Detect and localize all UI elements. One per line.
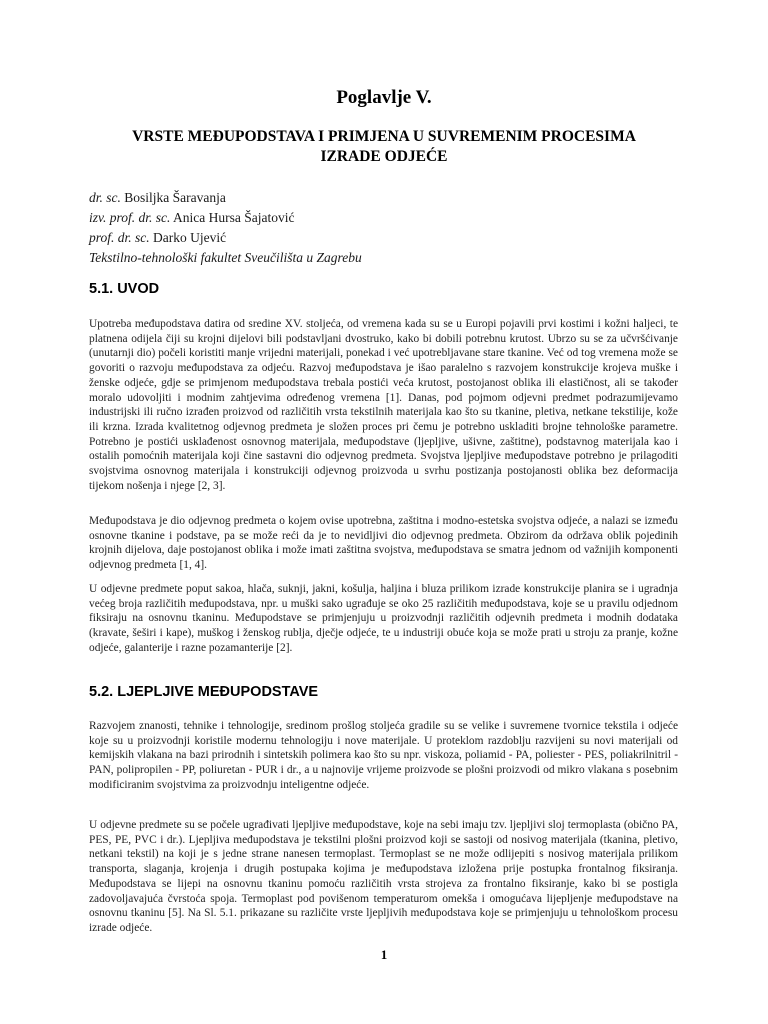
section-heading-ljepljive: 5.2. LJEPLJIVE MEĐUPODSTAVE (89, 684, 319, 700)
author-name: Bosiljka Šaravanja (124, 190, 226, 205)
author-line (89, 228, 362, 248)
paragraph: U odjevne predmete poput sakoa, hlača, suknji, jakni, košulja, haljina i bluza prilikom izrade konstrukcije planira se i ugradnja većeg broja različitih međupodstava, npr. u muški sako ugrađuje se oko 25 različitih međupodstava, koje se u pravilu odjednom fiksiraju na osnovnu tkaninu. Međupodstave se primjenjuju u proizvodnji različitih odjevnih predmeta i modnih dodataka (kravate, šeširi i kape), muškog i ženskog rublja, dječje odjeće, te u industriji obuće koja se može prati u stroju za pranje, kožne odjeće, galanterije i razne pozamanterije [2]. (89, 583, 678, 654)
document-title: VRSTE MEĐUPODSTAVA I PRIMJENA U SUVREMENIM PROCESIMA IZRADE ODJEĆE (132, 128, 636, 165)
author-block (89, 188, 362, 268)
paragraph: Međupodstava je dio odjevnog predmeta o kojem ovise upotrebna, zaštitna i modno-estetska svojstva odjeće, a nalazi se između osnovne tkanine i podstave, pa se može reći da je to nevidljivi dio odjevnog predmeta. Obzirom da održava oblik pojedinih krojnih dijelova, daje postojanost oblika i može imati zaštitna svojstva, međupodstava se smatra jednom od važnijih komponenti odjevnog predmeta [1, 4]. (89, 515, 678, 572)
author-name: Darko Ujević (153, 230, 227, 245)
author-line (89, 208, 362, 228)
author-name: Anica Hursa Šajatović (173, 210, 295, 225)
affiliation: Tekstilno-tehnološki fakultet Sveučilišta u Zagrebu (89, 250, 362, 265)
paragraph: U odjevne predmete su se počele ugrađivati ljepljive međupodstave, koje na sebi imaju tzv. ljepljivi sloj termoplasta (obično PA, PES, PE, PVC i dr.). Ljepljiva međupodstava je tekstilni plošni proizvod koji se sastoji od nosivog materijala (tkanina, pletivo, netkani tekstil) na koji je s jedne strane nanesen termoplast. Termoplast se ne može odlijepiti s nosivog materijala prilikom transporta, slaganja, krojenja i drugih postupaka kojima je međupodstava izložena prije postupka frontalnog fiksiranja. Međupodstava se lijepi na osnovnu tkaninu pomoću različitih vrsta strojeva za frontalno fiksiranje, kako bi se postigla zadovoljavajuća čvrstoća spoja. Termoplast pod povišenom temperaturom omekša i omogućava lijepljenje međupodstave na osnovnu tkaninu [5]. Na Sl. 5.1. prikazane su različite vrste ljepljivih međupodstava koje se primjenjuju u tehnološkom procesu izrade odjeće. (89, 819, 678, 934)
author-line (89, 188, 362, 208)
section-heading-uvod: 5.1. UVOD (89, 281, 160, 297)
chapter-title: Poglavlje V. (336, 87, 432, 108)
paragraph: Razvojem znanosti, tehnike i tehnologije, sredinom prošlog stoljeća gradile su se velike i suvremene tvornice tekstila i odjeće koje su u proizvodnji koristile modernu tehnologiju i nove materijale. U proteklom razdoblju razvijeni su novi materijali od kemijskih vlakana na bazi prirodnih i sintetskih polimera kao što su npr. viskoza, poliamid - PA, poliester - PES, poliakrilnitril - PAN, polipropilen - PP, poliuretan - PUR i dr., a u najnovije vrijeme proizvode se plošni proizvodi od mikro vlakana s posebnim modificiranim svojstvima za proizvodnju inteligentne odjeće. (89, 720, 678, 791)
paragraph: Upotreba međupodstava datira od sredine XV. stoljeća, od vremena kada su se u Europi pojavili prvi kostimi i kožni haljeci, te platnena odijela čiji su krojni dijelovi bili podstavljani dvostruko, kako bi dobili potrebnu krutost. Ubrzo su se za učvršćivanje (unutarnji dio) počeli koristiti manje vrijedni materijali, ponekad i već upotrebljavane stare tkanine. Već od tog vremena može se govoriti o razvoju međupodstava za odjeću. Razvoj međupodstava je išao paralelno s razvojem konstrukcije krojeva muške i ženske odjeće, gdje se primjenom međupodstava trebala postići veća krutost, postojanost oblika ili elastičnost, ali se također moralo udovoljiti i modnim zahtjevima određenog vremena [1]. Danas, pod pojmom odjevni predmet podrazumijevamo industrijski ili ručno izrađen proizvod od različitih vrsta tekstilnih materijala kao što su tkanine, pletiva, netkane tekstilije, kože ili krzna. Izrada kvalitetnog odjevnog predmeta je složen proces pri čemu je potrebno uskladiti brojne tehnološke parametre. Potrebno je postići usklađenost osnovnog materijala, međupodstave (ljepljive, ušivne, zaštitne), podstavnog materijala kao i ostalih pomoćnih materijala koji čine sastavni dio odjevnog predmeta. Svojstva ljepljive međupodstave potrebno je prilagoditi svojstvima osnovnog materijala i konstrukciji odjevnog proizvoda u svrhu postizanja postojanosti oblika bez deformacija tijekom nošenja i njege [2, 3]. (89, 318, 678, 492)
author-degree: prof. dr. sc. (89, 230, 150, 245)
author-degree: izv. prof. dr. sc. (89, 210, 171, 225)
page-number: 1 (380, 947, 388, 962)
author-degree: dr. sc. (89, 190, 121, 205)
